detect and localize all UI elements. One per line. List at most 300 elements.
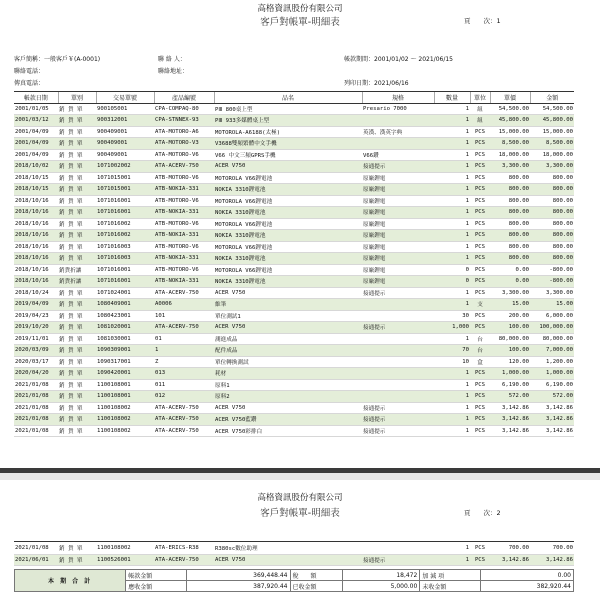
cell-price: 800.00 bbox=[490, 230, 530, 242]
table-row bbox=[14, 218, 574, 230]
cell-qty: 1 bbox=[434, 103, 470, 115]
cell-product-name: ACER V750藍鑽 bbox=[214, 414, 362, 426]
cell-type: 銷 貨 單 bbox=[58, 115, 96, 127]
cell-qty: 1 bbox=[434, 414, 470, 426]
col-amount: 金額 bbox=[530, 92, 574, 104]
cell-date: 2021/01/08 bbox=[14, 414, 58, 426]
period-value: 2001/01/02 ～ 2021/06/15 bbox=[374, 56, 453, 63]
cell-order-no: 1100108002 bbox=[96, 543, 154, 554]
cell-product-name: NOKIA 3310鋰電池 bbox=[214, 184, 362, 196]
cell-price: 6,190.00 bbox=[490, 379, 530, 391]
cell-unit: PCS bbox=[470, 138, 490, 150]
cell-order-no: 1100108001 bbox=[96, 379, 154, 391]
cell-order-no: 1071016001 bbox=[96, 264, 154, 276]
cell-qty: 1 bbox=[434, 333, 470, 345]
cell-unit: PCS bbox=[470, 207, 490, 219]
cell-spec bbox=[362, 391, 434, 403]
cell-product-name: ACER V750 bbox=[214, 402, 362, 414]
cell-date: 2001/04/09 bbox=[14, 138, 58, 150]
cell-product-code: ATB-NOKIA-331 bbox=[154, 253, 214, 265]
cell-order-no: 1071016003 bbox=[96, 253, 154, 265]
cell-order-no: 900312001 bbox=[96, 115, 154, 127]
cell-price: 572.00 bbox=[490, 391, 530, 403]
cell-unit: PCS bbox=[470, 276, 490, 288]
cell-type: 銷 貨 單 bbox=[58, 138, 96, 150]
table-row bbox=[14, 333, 574, 345]
cell-product-code: ATA-ACERV-750 bbox=[154, 554, 214, 566]
cell-type: 銷 貨 單 bbox=[58, 368, 96, 380]
col-unit: 單位 bbox=[470, 92, 490, 104]
report-title: 客戶對帳單-明細表 bbox=[260, 17, 340, 28]
cell-unit: 盒 bbox=[470, 356, 490, 368]
summary-title: 本 期 合 計 bbox=[15, 570, 126, 592]
col-product-name: 品名 bbox=[214, 92, 362, 104]
cell-qty: 1 bbox=[434, 149, 470, 161]
cell-amount: 800.00 bbox=[530, 230, 574, 242]
table-row bbox=[14, 230, 574, 242]
cell-amount: 3,142.86 bbox=[530, 554, 574, 566]
table-row bbox=[14, 138, 574, 150]
cell-unit: PCS bbox=[470, 230, 490, 242]
cell-price: 100.00 bbox=[490, 322, 530, 334]
cell-amount: 6,000.00 bbox=[530, 310, 574, 322]
cell-type: 銷 貨 單 bbox=[58, 333, 96, 345]
cell-product-code: CPA-COMPAQ-80 bbox=[154, 103, 214, 115]
cell-amount: 18,000.00 bbox=[530, 149, 574, 161]
cell-order-no: 1071024001 bbox=[96, 287, 154, 299]
cell-order-no: 1081020001 bbox=[96, 322, 154, 334]
cell-date: 2020/03/17 bbox=[14, 356, 58, 368]
cell-unit: PCS bbox=[470, 172, 490, 184]
cell-price: 3,300.00 bbox=[490, 287, 530, 299]
cell-product-name: 單位測試1 bbox=[214, 310, 362, 322]
cell-product-code: 101 bbox=[154, 310, 214, 322]
cell-order-no: 1080423001 bbox=[96, 310, 154, 322]
table-row bbox=[14, 345, 574, 357]
cell-type: 銷 貨 單 bbox=[58, 161, 96, 173]
cell-amount: 800.00 bbox=[530, 172, 574, 184]
cell-spec: 接通提示 bbox=[362, 554, 434, 566]
cell-product-name: 原料2 bbox=[214, 391, 362, 403]
page-number bbox=[464, 16, 501, 25]
cell-qty: 1,000 bbox=[434, 322, 470, 334]
cell-unit: 支 bbox=[470, 299, 490, 311]
cell-product-name: MOTOROLA V66鋰電池 bbox=[214, 264, 362, 276]
cell-spec: 原廠鋰電 bbox=[362, 184, 434, 196]
cell-spec: 原廠鋰電 bbox=[362, 253, 434, 265]
summary-row-1 bbox=[15, 570, 574, 581]
cell-date: 2019/04/09 bbox=[14, 299, 58, 311]
fax-label: 傳真電話： bbox=[14, 80, 45, 87]
cell-qty: 1 bbox=[434, 138, 470, 150]
customer-value: 一般客戶￥(A-0001) bbox=[44, 56, 101, 63]
company-name: 高格資訊股份有限公司 bbox=[257, 4, 343, 14]
cell-type: 銷 貨 單 bbox=[58, 379, 96, 391]
cell-spec bbox=[362, 138, 434, 150]
cell-unit: PCS bbox=[470, 184, 490, 196]
cell-order-no: 1080409001 bbox=[96, 299, 154, 311]
table-row bbox=[14, 425, 574, 437]
cell-qty: 1 bbox=[434, 287, 470, 299]
cell-date: 2018/10/15 bbox=[14, 184, 58, 196]
cell-spec: 接通提示 bbox=[362, 402, 434, 414]
cell-unit: PCS bbox=[470, 368, 490, 380]
cell-date: 2018/10/16 bbox=[14, 253, 58, 265]
cell-unit: 台 bbox=[470, 345, 490, 357]
cell-date: 2019/10/20 bbox=[14, 322, 58, 334]
cell-amount: 6,190.00 bbox=[530, 379, 574, 391]
cell-product-name: MOTOROLA-A6188(太極) bbox=[214, 126, 362, 138]
cell-type: 銷 貨 單 bbox=[58, 172, 96, 184]
cell-amount: 800.00 bbox=[530, 241, 574, 253]
cell-type: 銷 貨 單 bbox=[58, 218, 96, 230]
cell-order-no: 1100108002 bbox=[96, 414, 154, 426]
table-row bbox=[14, 115, 574, 127]
col-type: 單別 bbox=[58, 92, 96, 104]
cell-amount: 800.00 bbox=[530, 218, 574, 230]
cell-type: 銷 貨 單 bbox=[58, 253, 96, 265]
cell-order-no: 1100108001 bbox=[96, 391, 154, 403]
cell-order-no: 1071016002 bbox=[96, 218, 154, 230]
cell-unit: 台 bbox=[470, 333, 490, 345]
cell-product-code: 01 bbox=[154, 333, 214, 345]
cell-price: 800.00 bbox=[490, 218, 530, 230]
cell-order-no: 1090309001 bbox=[96, 345, 154, 357]
cell-date: 2021/01/08 bbox=[14, 379, 58, 391]
table-row bbox=[14, 103, 574, 115]
cell-product-code: ATA-ACERV-750 bbox=[154, 287, 214, 299]
table-row bbox=[14, 287, 574, 299]
cell-qty: 1 bbox=[434, 218, 470, 230]
cell-amount: 3,142.86 bbox=[530, 414, 574, 426]
cell-product-name: PⅢ 800桌上型 bbox=[214, 103, 362, 115]
cell-type: 銷貨折讓 bbox=[58, 276, 96, 288]
cell-qty: 1 bbox=[434, 554, 470, 566]
phone-field bbox=[14, 66, 44, 75]
report-page-2 bbox=[0, 480, 600, 605]
cell-order-no: 1100526001 bbox=[96, 554, 154, 566]
cell-spec bbox=[362, 333, 434, 345]
cell-type: 銷 貨 單 bbox=[58, 184, 96, 196]
cell-product-code: A0006 bbox=[154, 299, 214, 311]
cell-amount: 45,800.00 bbox=[530, 115, 574, 127]
cell-spec: V66鑽 bbox=[362, 149, 434, 161]
cell-price: 3,300.00 bbox=[490, 161, 530, 173]
cell-date: 2018/10/16 bbox=[14, 264, 58, 276]
cell-unit: PCS bbox=[470, 253, 490, 265]
cell-product-code: ATB-NOKIA-331 bbox=[154, 230, 214, 242]
cell-unit: PCS bbox=[470, 554, 490, 566]
cell-product-name: MOTOROLA V66鋰電池 bbox=[214, 172, 362, 184]
cell-order-no: 1071016001 bbox=[96, 276, 154, 288]
customer-label: 客戶簡稱： bbox=[14, 56, 45, 63]
cell-qty: 0 bbox=[434, 264, 470, 276]
cell-product-name: NOKIA 3310鋰電池 bbox=[214, 230, 362, 242]
cell-price: 1,000.00 bbox=[490, 368, 530, 380]
receivable-label: 應收金額 bbox=[126, 581, 187, 592]
cell-product-name: MOTOROLA V66鋰電池 bbox=[214, 218, 362, 230]
cell-qty: 30 bbox=[434, 310, 470, 322]
cell-amount: 800.00 bbox=[530, 184, 574, 196]
cell-date: 2018/10/16 bbox=[14, 195, 58, 207]
cell-price: 80,000.00 bbox=[490, 333, 530, 345]
cell-qty: 1 bbox=[434, 115, 470, 127]
table-row bbox=[14, 264, 574, 276]
cell-product-code: 011 bbox=[154, 379, 214, 391]
cell-order-no: 1071015001 bbox=[96, 184, 154, 196]
cell-product-name: R380sc數位助理 bbox=[214, 543, 362, 554]
cell-order-no: 1071002002 bbox=[96, 161, 154, 173]
customer-field bbox=[14, 54, 100, 63]
cell-amount: -800.00 bbox=[530, 276, 574, 288]
cell-amount: 1,000.00 bbox=[530, 368, 574, 380]
table-row bbox=[14, 184, 574, 196]
page-label: 頁 次： bbox=[464, 17, 497, 25]
cell-product-name: ACER V750 bbox=[214, 554, 362, 566]
cell-type: 銷 貨 單 bbox=[58, 287, 96, 299]
table-row bbox=[14, 402, 574, 414]
page-value: 1 bbox=[496, 17, 501, 25]
adjust-label: 加 減 項 bbox=[420, 570, 481, 581]
cell-unit: PCS bbox=[470, 543, 490, 554]
cell-unit: PCS bbox=[470, 126, 490, 138]
table-row bbox=[14, 276, 574, 288]
cell-spec: 接通提示 bbox=[362, 322, 434, 334]
fax-field bbox=[14, 78, 44, 87]
cell-type: 銷 貨 單 bbox=[58, 402, 96, 414]
table-top-rule bbox=[14, 541, 574, 542]
page-label: 頁 次： bbox=[464, 509, 497, 517]
cell-product-name: NOKIA 3310鋰電池 bbox=[214, 276, 362, 288]
cell-type: 銷 貨 單 bbox=[58, 322, 96, 334]
cell-unit: PCS bbox=[470, 195, 490, 207]
cell-price: 800.00 bbox=[490, 207, 530, 219]
cell-price: 54,500.00 bbox=[490, 103, 530, 115]
cell-price: 800.00 bbox=[490, 253, 530, 265]
contact-label: 聯 絡 人： bbox=[158, 56, 186, 63]
cell-date: 2018/10/16 bbox=[14, 276, 58, 288]
cell-amount: 54,500.00 bbox=[530, 103, 574, 115]
cell-qty: 1 bbox=[434, 184, 470, 196]
cell-price: 15.00 bbox=[490, 299, 530, 311]
contact-field bbox=[158, 54, 186, 63]
cell-amount: 1,200.00 bbox=[530, 356, 574, 368]
cell-type: 銷 貨 單 bbox=[58, 230, 96, 242]
table-row bbox=[14, 379, 574, 391]
cell-spec: 英漢、漢英字典 bbox=[362, 126, 434, 138]
cell-order-no: 900409001 bbox=[96, 149, 154, 161]
cell-date: 2019/11/01 bbox=[14, 333, 58, 345]
cell-product-name: MOTOROLA V66鋰電池 bbox=[214, 241, 362, 253]
cell-product-code: ATA-ERICS-R38 bbox=[154, 543, 214, 554]
cell-product-name: ACER V750彩排白 bbox=[214, 425, 362, 437]
cell-product-name: PⅢ 933多媒體桌上型 bbox=[214, 115, 362, 127]
received-label: 已收金額 bbox=[290, 581, 343, 592]
cell-order-no: 900409001 bbox=[96, 126, 154, 138]
period-field bbox=[344, 54, 453, 63]
tax-value: 18,472 bbox=[343, 570, 420, 581]
table-body-page-1 bbox=[14, 103, 574, 437]
cell-unit: PCS bbox=[470, 264, 490, 276]
cell-unit: 組 bbox=[470, 115, 490, 127]
cell-qty: 1 bbox=[434, 379, 470, 391]
cell-unit: PCS bbox=[470, 402, 490, 414]
cell-product-code: 013 bbox=[154, 368, 214, 380]
cell-spec: 原廠鋰電 bbox=[362, 276, 434, 288]
print-date-label: 列印日期： bbox=[344, 80, 375, 87]
cell-amount: 3,300.00 bbox=[530, 287, 574, 299]
cell-amount: 3,142.86 bbox=[530, 402, 574, 414]
cell-date: 2001/04/09 bbox=[14, 149, 58, 161]
table-row bbox=[14, 356, 574, 368]
cell-order-no: 1090420001 bbox=[96, 368, 154, 380]
cell-spec bbox=[362, 543, 434, 554]
cell-unit: PCS bbox=[470, 287, 490, 299]
page-value: 2 bbox=[496, 509, 501, 517]
cell-price: 800.00 bbox=[490, 172, 530, 184]
cell-product-name: MOTOROLA V66鋰電池 bbox=[214, 195, 362, 207]
cell-qty: 1 bbox=[434, 195, 470, 207]
cell-order-no: 1081030001 bbox=[96, 333, 154, 345]
cell-product-name: V3688雙頻繁體中文手機 bbox=[214, 138, 362, 150]
address-field bbox=[158, 66, 188, 75]
cell-amount: 800.00 bbox=[530, 195, 574, 207]
company-name: 高格資訊股份有限公司 bbox=[257, 493, 343, 503]
sales-value: 369,448.44 bbox=[187, 570, 290, 581]
cell-product-name: 測進成品 bbox=[214, 333, 362, 345]
cell-price: 3,142.86 bbox=[490, 425, 530, 437]
col-price: 單價 bbox=[490, 92, 530, 104]
cell-product-code: ATB-MOTORO-V6 bbox=[154, 195, 214, 207]
cell-price: 200.00 bbox=[490, 310, 530, 322]
print-date-value: 2021/06/16 bbox=[374, 80, 409, 87]
cell-date: 2021/01/08 bbox=[14, 543, 58, 554]
cell-date: 2020/04/20 bbox=[14, 368, 58, 380]
cell-spec: 原廠鋰電 bbox=[362, 195, 434, 207]
cell-date: 2018/10/24 bbox=[14, 287, 58, 299]
cell-price: 3,142.86 bbox=[490, 402, 530, 414]
detail-table-page-1 bbox=[14, 91, 574, 437]
cell-order-no: 1090317001 bbox=[96, 356, 154, 368]
cell-date: 2021/01/08 bbox=[14, 402, 58, 414]
cell-date: 2018/10/16 bbox=[14, 230, 58, 242]
table-row bbox=[14, 414, 574, 426]
cell-price: 800.00 bbox=[490, 184, 530, 196]
cell-type: 銷 貨 單 bbox=[58, 554, 96, 566]
cell-product-name: 配件成品 bbox=[214, 345, 362, 357]
cell-qty: 1 bbox=[434, 207, 470, 219]
cell-price: 18,000.00 bbox=[490, 149, 530, 161]
cell-spec: 原廠鋰電 bbox=[362, 230, 434, 242]
page-separator bbox=[0, 468, 600, 480]
cell-order-no: 1100108002 bbox=[96, 402, 154, 414]
table-row bbox=[14, 161, 574, 173]
cell-type: 銷 貨 單 bbox=[58, 195, 96, 207]
cell-date: 2018/10/15 bbox=[14, 172, 58, 184]
cell-type: 銷 貨 單 bbox=[58, 425, 96, 437]
cell-price: 3,142.86 bbox=[490, 554, 530, 566]
cell-order-no: 900409001 bbox=[96, 138, 154, 150]
cell-date: 2021/06/01 bbox=[14, 554, 58, 566]
cell-product-code: ATA-MOTORO-V6 bbox=[154, 149, 214, 161]
cell-product-code: ATB-NOKIA-331 bbox=[154, 207, 214, 219]
period-label: 帳款期間： bbox=[344, 56, 375, 63]
cell-price: 100.00 bbox=[490, 345, 530, 357]
report-title: 客戶對帳單-明細表 bbox=[260, 508, 340, 519]
table-row bbox=[14, 310, 574, 322]
cell-date: 2019/04/23 bbox=[14, 310, 58, 322]
table-row bbox=[14, 253, 574, 265]
cell-qty: 1 bbox=[434, 126, 470, 138]
cell-price: 700.00 bbox=[490, 543, 530, 554]
cell-date: 2001/04/09 bbox=[14, 126, 58, 138]
cell-product-code: 1 bbox=[154, 345, 214, 357]
cell-amount: -800.00 bbox=[530, 264, 574, 276]
cell-price: 120.00 bbox=[490, 356, 530, 368]
cell-price: 0.00 bbox=[490, 276, 530, 288]
cell-unit: PCS bbox=[470, 322, 490, 334]
cell-qty: 0 bbox=[434, 276, 470, 288]
cell-qty: 1 bbox=[434, 253, 470, 265]
cell-qty: 1 bbox=[434, 161, 470, 173]
cell-qty: 1 bbox=[434, 391, 470, 403]
table-row bbox=[14, 322, 574, 334]
cell-order-no: 1071016003 bbox=[96, 241, 154, 253]
cell-product-code: ATA-ACERV-750 bbox=[154, 322, 214, 334]
cell-product-name: ACER V750 bbox=[214, 322, 362, 334]
col-product-code: 產品編號 bbox=[154, 92, 214, 104]
cell-amount: 3,300.00 bbox=[530, 161, 574, 173]
cell-unit: PCS bbox=[470, 391, 490, 403]
col-spec: 規格 bbox=[362, 92, 434, 104]
cell-amount: 800.00 bbox=[530, 207, 574, 219]
cell-price: 800.00 bbox=[490, 195, 530, 207]
page-number bbox=[464, 508, 501, 517]
cell-qty: 1 bbox=[434, 172, 470, 184]
cell-qty: 1 bbox=[434, 241, 470, 253]
cell-spec: 原廠鋰電 bbox=[362, 172, 434, 184]
print-date-field bbox=[344, 78, 409, 87]
cell-product-code: ATB-MOTORO-V6 bbox=[154, 172, 214, 184]
cell-order-no: 1071016001 bbox=[96, 207, 154, 219]
cell-product-code: ATB-MOTORO-V6 bbox=[154, 218, 214, 230]
cell-qty: 1 bbox=[434, 543, 470, 554]
cell-amount: 572.00 bbox=[530, 391, 574, 403]
phone-label: 聯絡電話： bbox=[14, 68, 45, 75]
cell-date: 2021/01/08 bbox=[14, 425, 58, 437]
cell-product-name: ACER V750 bbox=[214, 161, 362, 173]
cell-product-code: ATA-ACERV-750 bbox=[154, 161, 214, 173]
cell-type: 銷 貨 單 bbox=[58, 207, 96, 219]
cell-spec: 接通提示 bbox=[362, 414, 434, 426]
cell-price: 800.00 bbox=[490, 241, 530, 253]
cell-price: 15,000.00 bbox=[490, 126, 530, 138]
cell-spec bbox=[362, 368, 434, 380]
cell-spec bbox=[362, 356, 434, 368]
cell-product-name: 耗材 bbox=[214, 368, 362, 380]
cell-type: 銷 貨 單 bbox=[58, 391, 96, 403]
cell-type: 銷 貨 單 bbox=[58, 149, 96, 161]
cell-date: 2018/10/16 bbox=[14, 218, 58, 230]
cell-amount: 15,000.00 bbox=[530, 126, 574, 138]
cell-spec bbox=[362, 115, 434, 127]
cell-spec bbox=[362, 299, 434, 311]
cell-product-code: CPA-STNNEX-93 bbox=[154, 115, 214, 127]
cell-date: 2001/01/05 bbox=[14, 103, 58, 115]
cell-spec: Presario 7000 bbox=[362, 103, 434, 115]
cell-qty: 70 bbox=[434, 345, 470, 357]
unreceived-label: 未收金額 bbox=[420, 581, 481, 592]
